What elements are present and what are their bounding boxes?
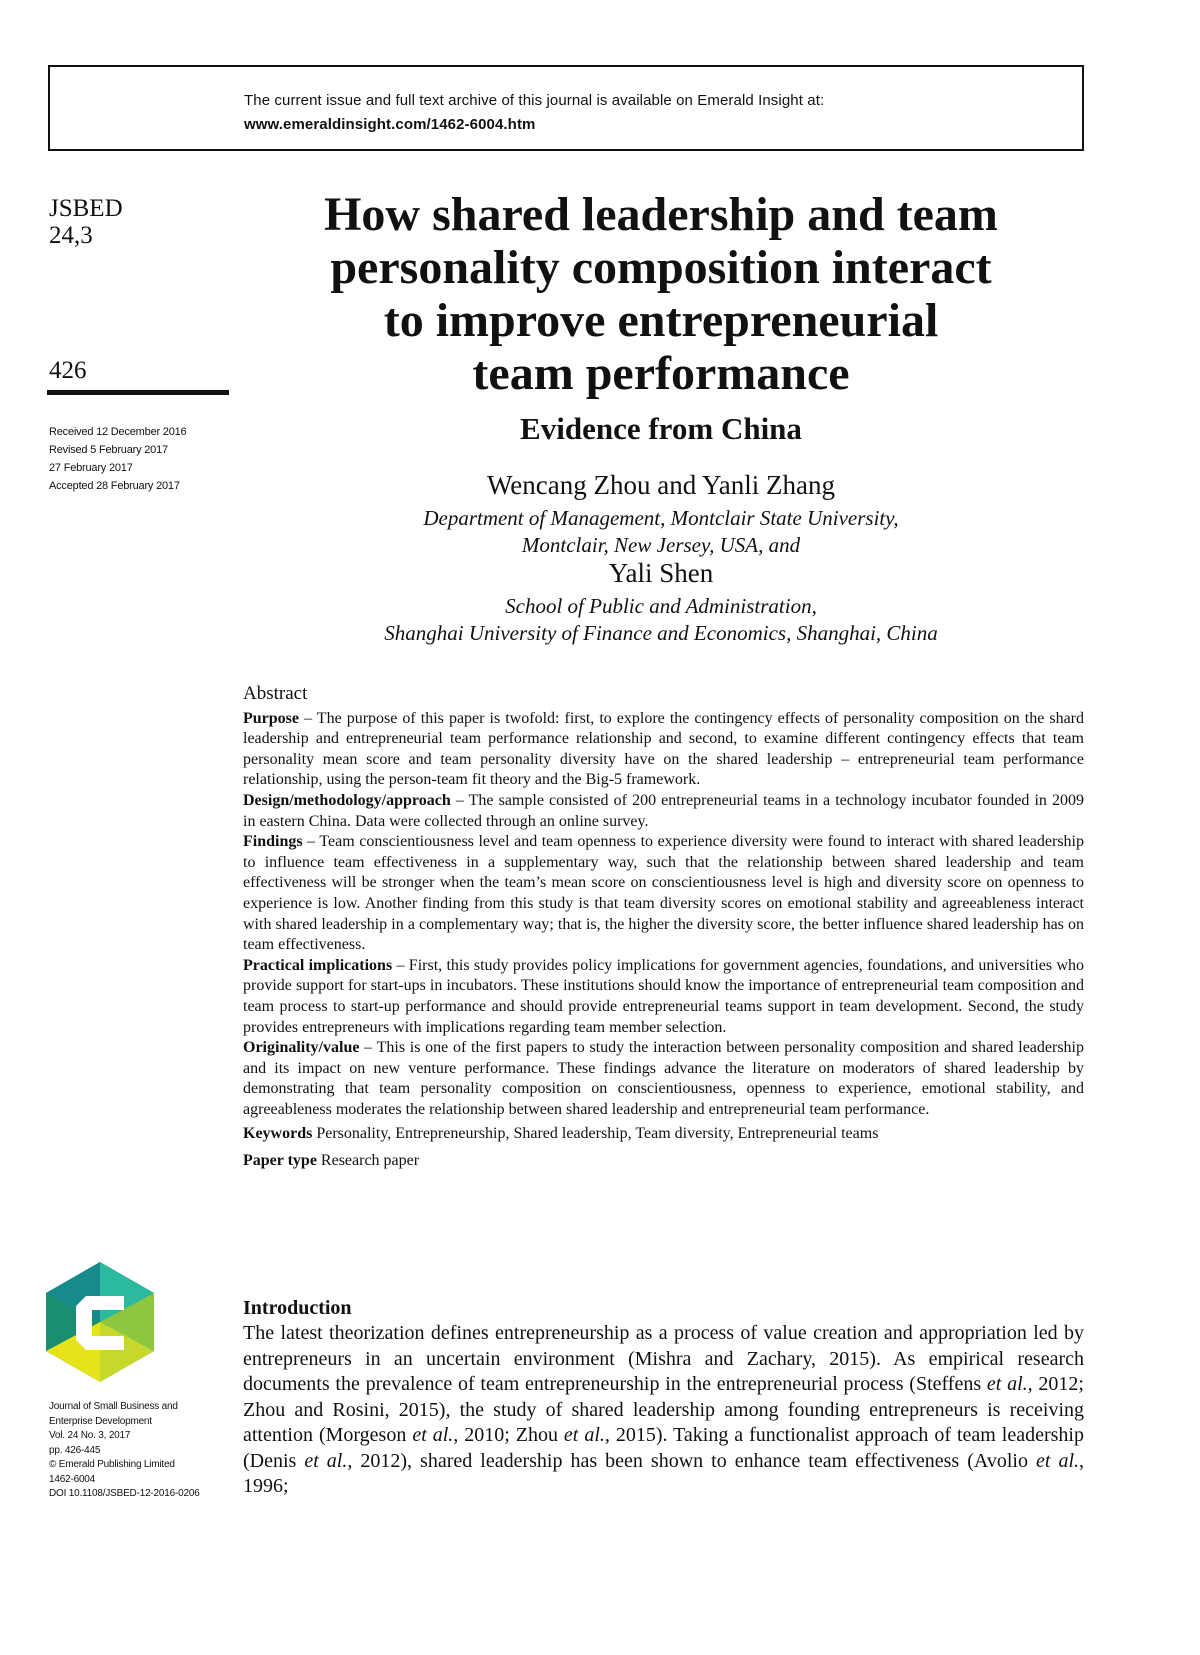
paper-type-text: Research paper bbox=[316, 1152, 420, 1170]
abstract-practical-implications bbox=[243, 956, 1084, 1038]
page-number: 426 bbox=[49, 357, 87, 384]
introduction-paragraph bbox=[243, 1321, 1084, 1500]
text-segment-italic: et al. bbox=[304, 1449, 348, 1472]
section-label: Design/methodology/approach bbox=[243, 791, 451, 809]
text-segment: The latest theorization defines entrepreneurship as a process of value creation and appropriation led by entrepreneurs in an uncertain environment (Mishra and Zachary, 2015). As empirical research documents the prevalence of team entrepreneurship in the entrepreneurial process (Steffens bbox=[243, 1322, 1084, 1395]
title-line: to improve entrepreneurial bbox=[383, 294, 939, 347]
author-affiliation-1 bbox=[232, 505, 1090, 559]
text-segment: , 2012), shared leadership has been shown to enhance team effectiveness (Avolio bbox=[347, 1449, 1036, 1472]
volume-issue: 24,3 bbox=[49, 222, 93, 249]
revised-date: Revised 5 February 2017 bbox=[49, 444, 168, 456]
volume-line: Vol. 24 No. 3, 2017 bbox=[49, 1430, 131, 1441]
text-segment: , 2010; Zhou bbox=[453, 1424, 564, 1446]
affiliation-line: School of Public and Administration, bbox=[505, 594, 817, 618]
journal-availability-box bbox=[48, 65, 1084, 151]
title-line: How shared leadership and team bbox=[324, 188, 998, 241]
received-date: Received 12 December 2016 bbox=[49, 426, 187, 438]
title-line: team performance bbox=[472, 347, 850, 400]
emerald-logo-graphic bbox=[42, 1260, 158, 1384]
text-segment-italic: et al. bbox=[1035, 1449, 1079, 1472]
introduction-heading: Introduction bbox=[243, 1297, 352, 1319]
emerald-logo-icon bbox=[42, 1260, 158, 1389]
journal-abbreviation: JSBED bbox=[49, 195, 123, 222]
submission-dates bbox=[49, 423, 186, 495]
section-text: – First, this study provides policy implications for government agencies, foundations, and universities who provide support for start-ups in incubators. These institutions should know the importance of entrepreneurial team composition and team process to start-up performance and should provide entrepreneurial teams support in team development. Second, the study provides entrepreneurs with implications regarding team member selection. bbox=[243, 956, 1084, 1036]
journal-code bbox=[49, 195, 123, 249]
author-names-1: Wencang Zhou and Yanli Zhang bbox=[486, 470, 835, 500]
abstract-design bbox=[243, 791, 1084, 832]
doi-line: DOI 10.1108/JSBED-12-2016-0206 bbox=[49, 1488, 200, 1499]
paper-type-label: Paper type bbox=[243, 1152, 317, 1170]
abstract bbox=[243, 684, 1084, 1172]
affiliation-line: Shanghai University of Finance and Economics, Shanghai, China bbox=[384, 621, 938, 645]
accepted-date: Accepted 28 February 2017 bbox=[49, 480, 180, 492]
introduction-body bbox=[243, 1321, 1084, 1500]
section-text: – Team conscientiousness level and team openness to experience diversity were found to interact with shared leadership to influence team effectiveness in a supplementary way, such that the relationship between shared leadership and team effectiveness will be stronger when the team’s mean score on conscientiousness level is high and diversity score on openness to experience is low. Another finding from this study is that team diversity scores on emotional stability and agreeableness interact with shared leadership in a complementary way; that is, the higher the diversity score, the better influence shared leadership has on team effectiveness. bbox=[243, 833, 1084, 954]
title-line: personality composition interact bbox=[330, 241, 992, 294]
availability-notice bbox=[244, 89, 824, 137]
section-text: – The sample consisted of 200 entrepreneurial teams in a technology incubator founded in 2009 in eastern China. Data were collected through an online survey. bbox=[243, 791, 1084, 830]
author-affiliation-2 bbox=[232, 593, 1090, 647]
text-segment: , 2012; Zhou and Rosini, 2015), the study of shared leadership among founding entrepreneurs is receiving attention (Morgeson bbox=[243, 1373, 1084, 1446]
affiliation-line: Department of Management, Montclair State University, bbox=[423, 506, 899, 530]
paper-type bbox=[243, 1151, 1084, 1172]
page-number-rule bbox=[47, 390, 229, 395]
affiliation-line: Montclair, New Jersey, USA, and bbox=[521, 533, 801, 557]
keywords bbox=[243, 1124, 1084, 1145]
text-segment-italic: et al. bbox=[563, 1424, 605, 1446]
section-text: – This is one of the first papers to study the interaction between personality composition and shared leadership and its impact on new venture performance. These findings advance the literature on moderators of shared leadership by demonstrating that team personality composition on conscientiousness, openness to experience, emotional stability, and agreeableness moderates the relationship between shared leadership and entrepreneurial team performance. bbox=[243, 1039, 1084, 1118]
availability-line: The current issue and full text archive of this journal is available on Emerald Insight at: bbox=[244, 92, 825, 109]
author-names-2: Yali Shen bbox=[608, 558, 714, 588]
section-label: Originality/value bbox=[243, 1039, 360, 1057]
keywords-text: Personality, Entrepreneurship, Shared leadership, Team diversity, Entrepreneurial teams bbox=[312, 1125, 879, 1143]
issn-line: 1462-6004 bbox=[49, 1473, 96, 1485]
section-label: Purpose bbox=[243, 709, 299, 727]
journal-name-line: Journal of Small Business and bbox=[49, 1401, 178, 1412]
abstract-purpose bbox=[243, 709, 1084, 791]
keywords-label: Keywords bbox=[243, 1125, 313, 1143]
journal-name-line: Enterprise Development bbox=[49, 1415, 152, 1427]
abstract-originality bbox=[243, 1038, 1084, 1120]
article-subtitle: Evidence from China bbox=[520, 411, 802, 446]
copyright-line: © Emerald Publishing Limited bbox=[49, 1459, 175, 1470]
text-segment-italic: et al. bbox=[412, 1424, 454, 1446]
section-label: Practical implications bbox=[243, 956, 393, 974]
journal-info bbox=[49, 1400, 200, 1502]
text-segment: , 1996; bbox=[243, 1449, 1084, 1497]
text-segment: , 2015). Taking a functionalist approach of team leadership (Denis bbox=[243, 1424, 1084, 1472]
section-text: – The purpose of this paper is twofold: first, to explore the contingency effects of personality composition on the shard leadership and entrepreneurial team performance relationship and second, to examine different contingency effects that team personality mean score and team personality diversity have on the shared leadership – entrepreneurial team performance relationship, using the person-team fit theory and the Big-5 framework. bbox=[243, 709, 1084, 789]
abstract-heading: Abstract bbox=[243, 683, 308, 704]
section-label: Findings bbox=[243, 833, 303, 851]
article-title bbox=[232, 188, 1090, 400]
text-segment-italic: et al. bbox=[986, 1373, 1028, 1395]
journal-url-link[interactable]: www.emeraldinsight.com/1462-6004.htm bbox=[244, 116, 536, 133]
revised-date-2: 27 February 2017 bbox=[49, 462, 133, 474]
abstract-findings bbox=[243, 832, 1084, 956]
pages-line: pp. 426-445 bbox=[49, 1444, 101, 1456]
